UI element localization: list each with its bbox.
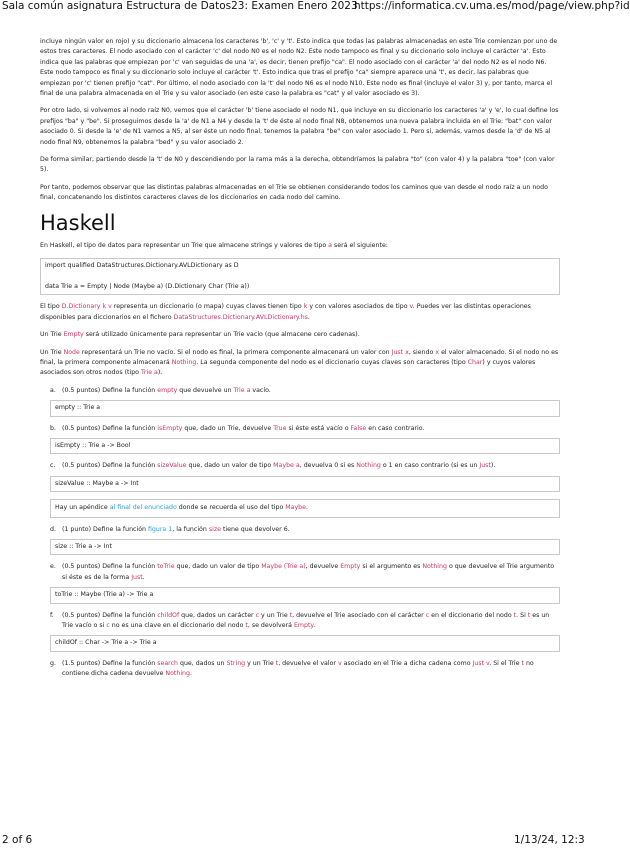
page-number: 2 of 6 bbox=[2, 834, 33, 846]
signature-childof: childOf :: Char -> Trie a -> Trie a bbox=[50, 635, 560, 651]
exercise-a: a. (0.5 puntos) Define la función empty que devuelve un Trie a vacío. bbox=[50, 386, 271, 394]
figure-1-link[interactable]: figura 1 bbox=[148, 525, 173, 533]
code-line-import: import qualified DataStructures.Dictionary.AVLDictionary as D bbox=[45, 262, 239, 270]
exercise-f: f. (0.5 puntos) Define la función childOf que, dados un carácter c y un Trie t, devuelve el Trie asociado con el carácter c en el diccionario del nodo t. Si t es un Trie vacío o si c no es una clave en el diccionario del nodo t, se devolverá Empty. bbox=[50, 611, 550, 630]
print-footer bbox=[0, 834, 600, 848]
paragraph-dictionary-type: El tipo D.Dictionary k v representa un diccionario (o mapa) cuyas claves tienen tipo k y con valores asociados de tipo v. Puedes ver las distintas operaciones disponibles para diccionarios en el fichero DataStructures.Dictionary.AVLDictionary.hs. bbox=[40, 303, 531, 321]
avl-dictionary-file-link[interactable]: DataStructures.Dictionary.AVLDictionary.hs bbox=[173, 313, 308, 321]
signature-empty: empty :: Trie a bbox=[50, 400, 560, 416]
paragraph-trie-walk-b: Por otro lado, si volvemos al nodo raíz N0, vemos que el carácter 'b' tiene asociado el nodo N1, que incluye en su diccionario los caracteres 'a' y 'e', lo cual define los prefijos "ba" y "be". Si proseguimos desde la 'a' de N1 a N4 y desde la 't' de éste al nodo final N8, obtenemos una nueva palabra incluida en el Trie: "bat" con valor asociado 0. Si desde la 'e' de N1 vamos a N5, al ser éste un nodo final, tenemos la palabra "be" con valor asociado 1. Pero si, además, vamos desde la 'd' de N5 al nodo final N9, obtenemos la palabra "bed" y su valor asociado 2. bbox=[40, 107, 559, 146]
appendix-note: Hay un apéndice al final del enunciado donde se recuerda el uso del tipo Maybe. bbox=[50, 499, 560, 517]
paragraph-trie-walk-c: incluye ningún valor en rojo) y su diccionario almacena los caracteres 'b', 'c' y 't'. Esto indica que todas las palabras almacenadas en este Trie comienzan por uno de estos tres caracteres. El nodo asociado con el carácter 'c' del nodo N0 es el nodo N2. Este nodo tampoco es final y su diccionario solo incluye el carácter 'a'. Esto indica que las palabras que empiezan por 'c' van seguidas de una 'a', es decir, tienen prefijo "ca". El nodo asociado con el carácter 'a' del nodo N2 es el nodo N6. Este nodo tampoco es final y su diccionario solo incluye el carácter 't'. Esto indica que tras el prefijo "ca" siempre aparece una 't', es decir, las palabras que empiezan por 'c' tienen prefijo "cat". Por último, el nodo asociado con la 't' del nodo N6 es el nodo N10. Este nodo es final (incluye el valor 3) y, por tanto, marca el final de una palabra almacenada en el Trie y su valor asociado (en este caso la palabra es "cat" y el valor asociado es 3). bbox=[40, 38, 558, 98]
page-header-url: https://informatica.cv.uma.es/mod/page/view.php?id bbox=[354, 0, 630, 12]
appendix-link[interactable]: al final del enunciado bbox=[109, 504, 177, 512]
code-line-data-decl: data Trie a = Empty | Node (Maybe a) (D.Dictionary Char (Trie a)) bbox=[45, 282, 250, 290]
section-heading-haskell: Haskell bbox=[40, 210, 116, 235]
exercise-d: d. (1 punto) Define la función figura 1, la función size tiene que devolver 6. bbox=[50, 525, 290, 533]
code-block-trie-type bbox=[40, 258, 560, 295]
paragraph-node-trie: Un Trie Node representará un Trie no vacío. Si el nodo es final, la primera componente almacenará un valor con Just x, siendo x el valor almacenado. Si el nodo no es final, la primera componente almacenará Nothing. La segunda componente del nodo es el diccionario cuyas claves son caracteres (tipo Char) y cuyos valores asociados son otros nodos (tipo Trie a). bbox=[40, 348, 559, 377]
signature-isempty: isEmpty :: Trie a -> Bool bbox=[50, 438, 560, 454]
signature-sizevalue: sizeValue :: Maybe a -> Int bbox=[50, 476, 560, 492]
exercise-c: c. (0.5 puntos) Define la función sizeValue que, dado un valor de tipo Maybe a, devuelva 0 si es Nothing o 1 en caso contrario (si es un Just). bbox=[50, 462, 496, 470]
print-date: 1/13/24, 12:3 bbox=[514, 834, 585, 846]
exercise-b: b. (0.5 puntos) Define la función isEmpty que, dado un Trie, devuelve True si éste está vacío o False en caso contrario. bbox=[50, 424, 425, 432]
paragraph-trie-summary: Por tanto, podemos observar que las distintas palabras almacenadas en el Trie se obtienen considerando todos los caminos que van desde el nodo raíz a un nodo final, concatenando los distintos caracteres claves de los diccionarios en cada nodo del camino. bbox=[40, 183, 548, 202]
paragraph-empty-trie: Un Trie Empty será utilizado únicamente para representar un Trie vacío (que almacene cero cadenas). bbox=[40, 331, 360, 339]
paragraph-trie-walk-t: De forma similar, partiendo desde la 't' de N0 y descendiendo por la rama más a la derecha, obtendríamos la palabra "to" (con valor 4) y la palabra "toe" (con valor 5). bbox=[40, 156, 555, 174]
paragraph-haskell-intro: En Haskell, el tipo de datos para representar un Trie que almacene strings y valores de tipo a será el siguiente: bbox=[40, 241, 388, 249]
page-header-title: Sala común asignatura Estructura de Datos23: Examen Enero 2023 bbox=[2, 0, 358, 12]
exercise-e: e. (0.5 puntos) Define la función toTrie que, dado un valor de tipo Maybe (Trie a), devuelve Empty si el argumento es Nothing o que devuelve el Trie argumento si éste es de la forma Just. bbox=[50, 563, 555, 581]
signature-size: size :: Trie a -> Int bbox=[50, 539, 560, 555]
print-header bbox=[0, 0, 630, 14]
exercise-g: g. (1.5 puntos) Define la función search que, dados un String y un Trie t, devuelve el valor v asociado en el Trie a dicha cadena como Just v. Si el Trie t no contiene dicha cadena devuelve Nothing. bbox=[50, 659, 534, 678]
signature-totrie: toTrie :: Maybe (Trie a) -> Trie a bbox=[50, 587, 560, 603]
document-body bbox=[40, 37, 560, 684]
